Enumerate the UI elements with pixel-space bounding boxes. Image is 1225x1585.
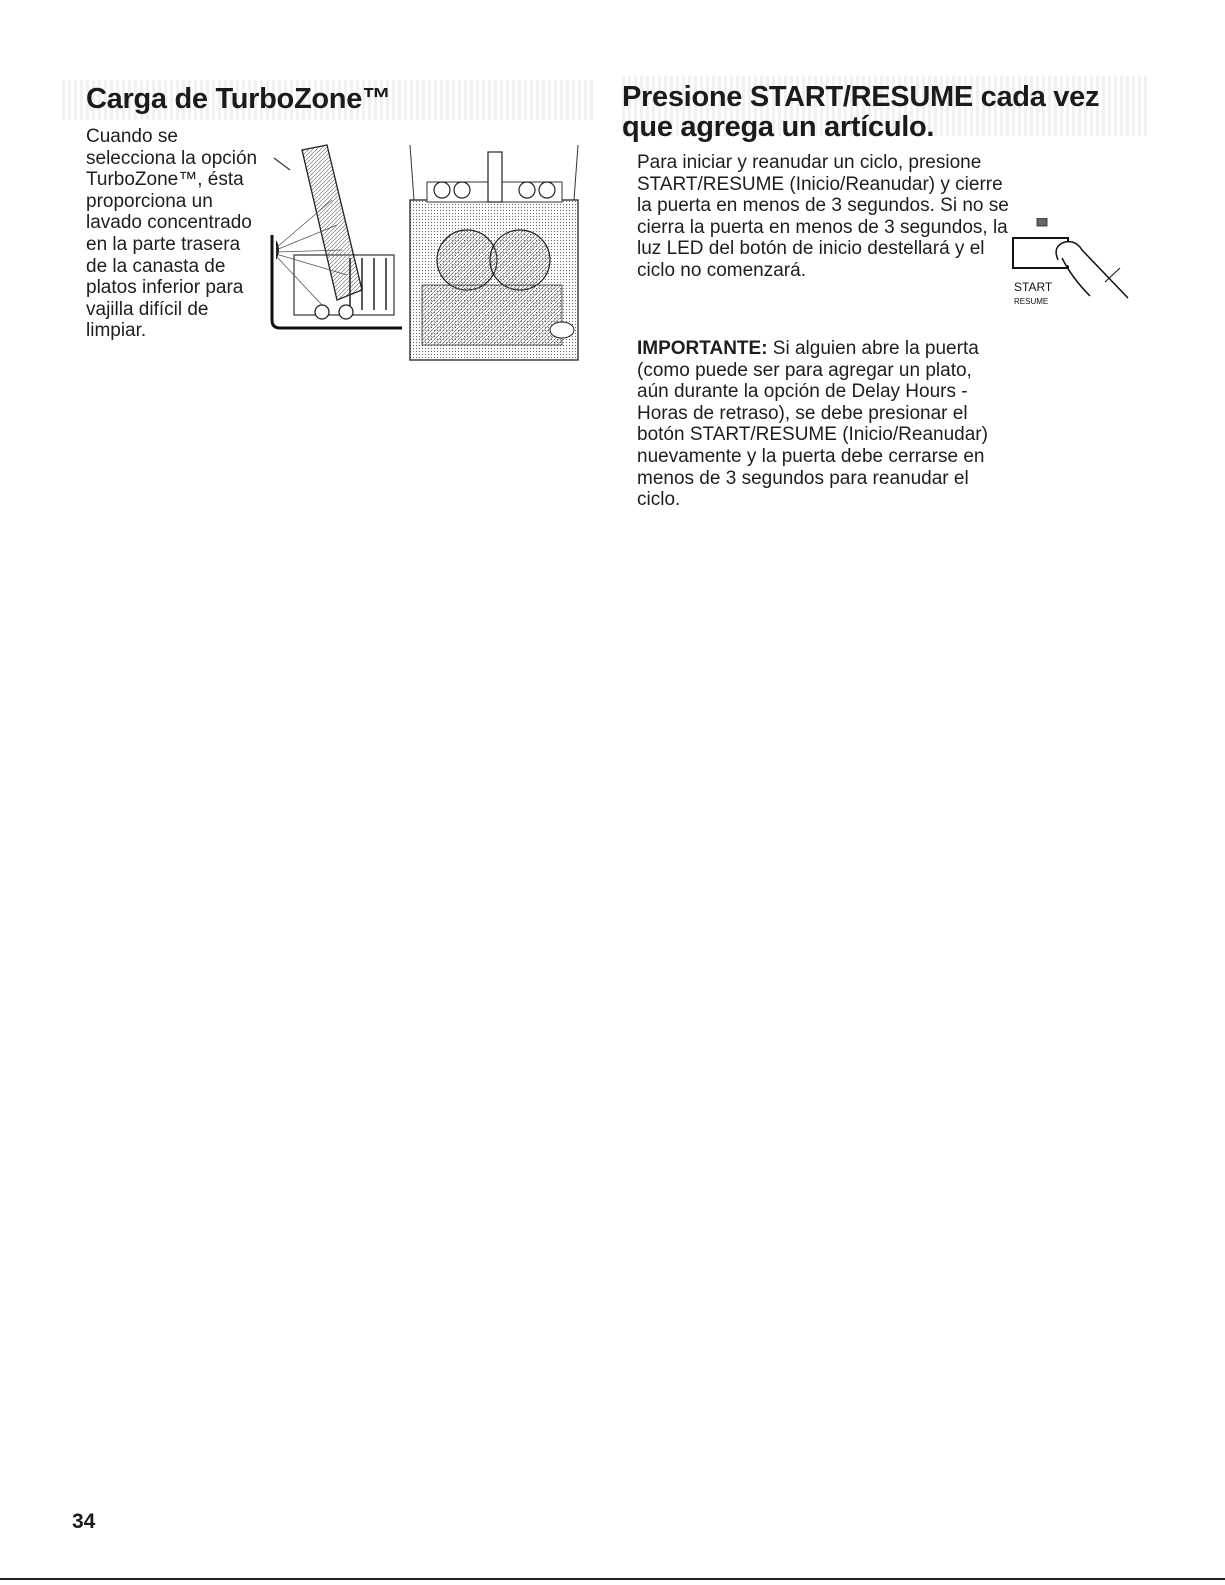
resume-label: RESUME: [1014, 297, 1049, 306]
start-resume-button-illustration: [1010, 218, 1135, 318]
important-label: IMPORTANTE:: [637, 338, 768, 359]
section-heading-turbozone: Carga de TurboZone™: [86, 83, 391, 115]
start-resume-instructions: Para iniciar y reanudar un ciclo, presione START/RESUME (Inicio/Reanudar) y cierre la puerta en menos de 3 segundos. Si no se cierra la puerta en menos de 3 segundos, la luz LED del botón de inicio destellará y el ciclo no comenzará.: [637, 152, 1009, 281]
bottom-divider: [0, 1578, 1225, 1580]
section-heading-start-resume: Presione START/RESUME cada vez que agrega un artículo.: [622, 81, 1100, 143]
start-label: START: [1014, 280, 1053, 294]
turbozone-dishrack-illustration: [262, 140, 597, 372]
important-note: [637, 338, 1007, 511]
led-indicator: [1037, 218, 1047, 226]
finger-icon: [1056, 242, 1128, 298]
front-view-drawing: [410, 145, 578, 360]
side-view-drawing: [272, 145, 402, 328]
important-text: Si alguien abre la puerta (como puede ser para agregar un plato, aún durante la opción de Delay Hours - Horas de retraso), se debe presionar el botón START/RESUME (Inicio/Reanudar) nuevamente y la puerta debe cerrarse en menos de 3 segundos para reanudar el ciclo.: [637, 338, 988, 511]
turbozone-description: Cuando se selecciona la opción TurboZone™, ésta proporciona un lavado concentrado en la parte trasera de la canasta de platos inferior para vajilla difícil de limpiar.: [86, 126, 258, 342]
page-number: 34: [72, 1510, 96, 1533]
